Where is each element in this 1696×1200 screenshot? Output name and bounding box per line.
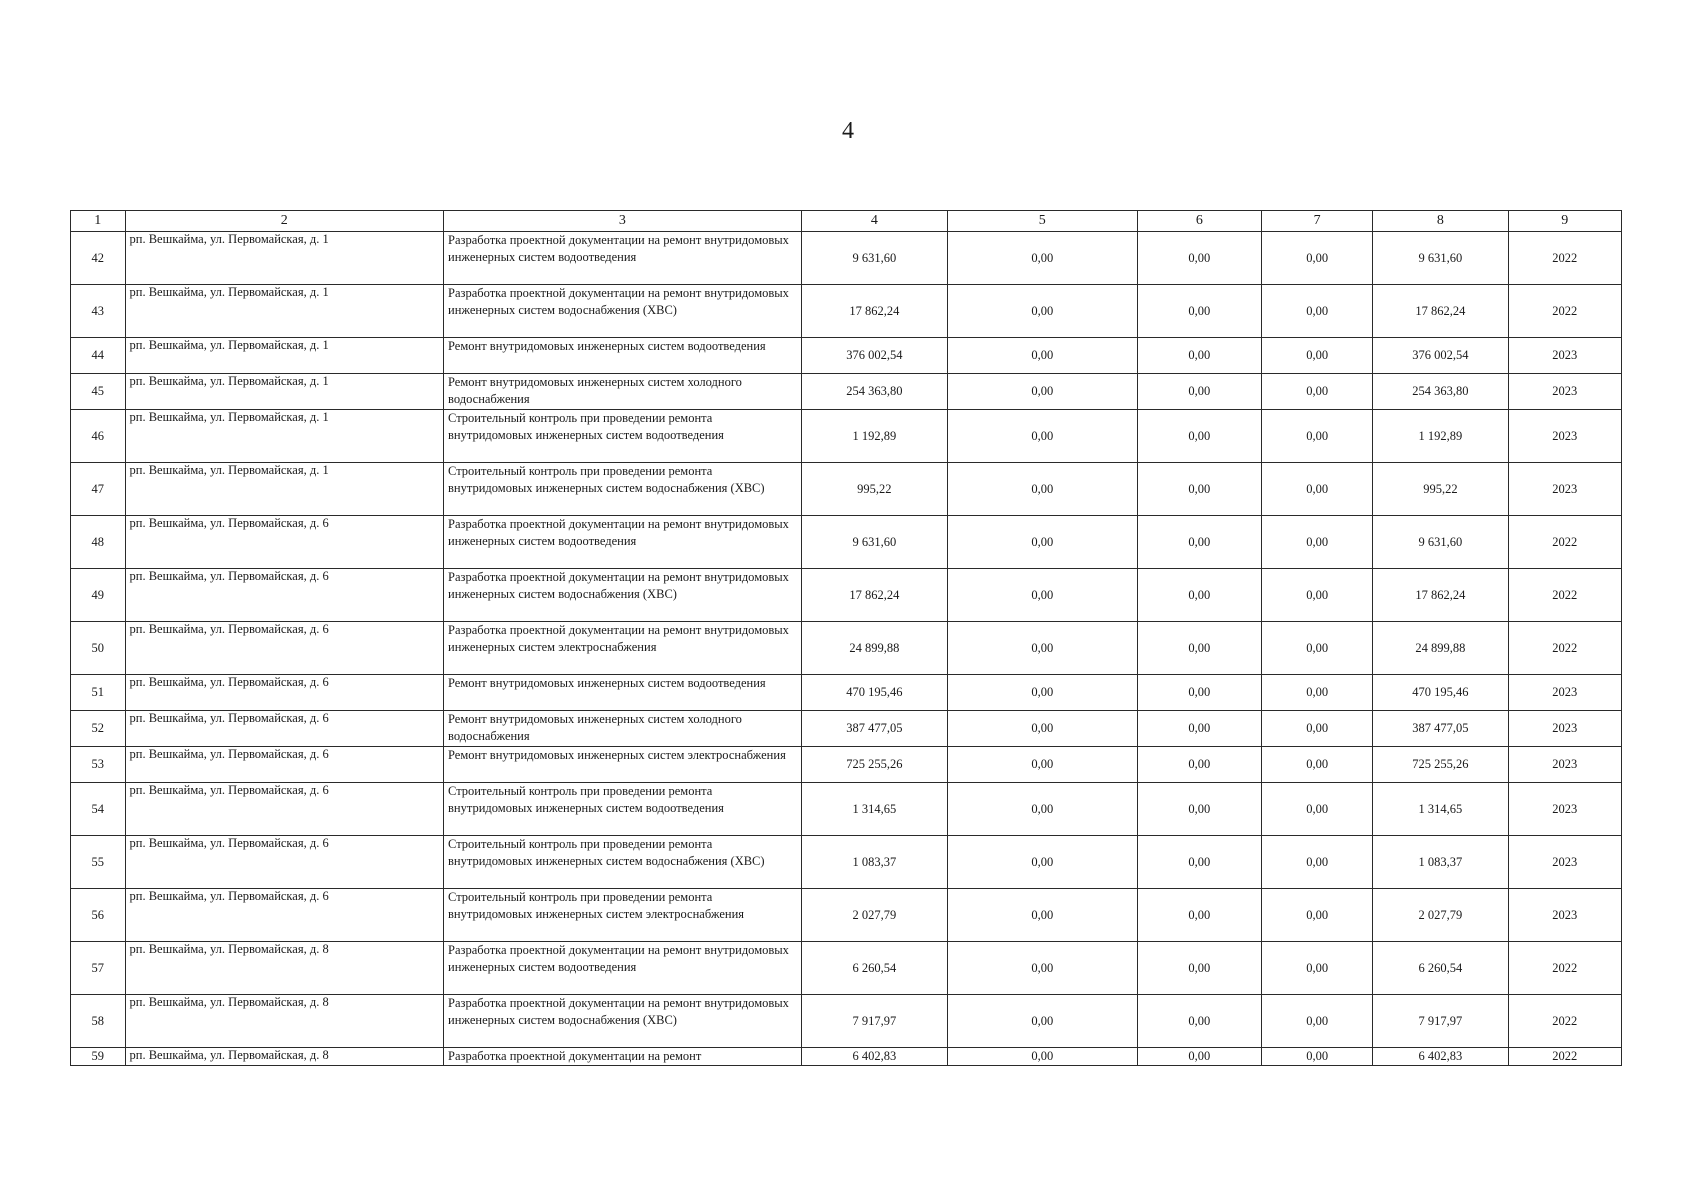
address-cell: рп. Вешкайма, ул. Первомайская, д. 6 [125, 747, 443, 783]
row-number: 52 [71, 711, 126, 747]
amount-col-6: 0,00 [1137, 463, 1261, 516]
table-row [71, 995, 1622, 1048]
address-cell: рп. Вешкайма, ул. Первомайская, д. 8 [125, 1048, 443, 1066]
amount-col-7: 0,00 [1262, 711, 1373, 747]
amount-col-6: 0,00 [1137, 516, 1261, 569]
amount-col-7: 0,00 [1262, 232, 1373, 285]
amount-col-7: 0,00 [1262, 569, 1373, 622]
amount-col-6: 0,00 [1137, 675, 1261, 711]
amount-col-8: 995,22 [1373, 463, 1508, 516]
table-row [71, 783, 1622, 836]
amount-col-6: 0,00 [1137, 338, 1261, 374]
amount-col-4: 995,22 [801, 463, 947, 516]
work-description-cell: Строительный контроль при проведении ремонта внутридомовых инженерных систем водоснабжения (ХВС) [444, 836, 802, 889]
amount-col-7: 0,00 [1262, 783, 1373, 836]
address-cell: рп. Вешкайма, ул. Первомайская, д. 1 [125, 463, 443, 516]
year-cell: 2023 [1508, 836, 1622, 889]
amount-col-5: 0,00 [947, 1048, 1137, 1066]
amount-col-8: 9 631,60 [1373, 232, 1508, 285]
address-cell: рп. Вешкайма, ул. Первомайская, д. 1 [125, 410, 443, 463]
year-cell: 2023 [1508, 410, 1622, 463]
amount-col-4: 254 363,80 [801, 374, 947, 410]
address-cell: рп. Вешкайма, ул. Первомайская, д. 6 [125, 836, 443, 889]
row-number: 53 [71, 747, 126, 783]
amount-col-8: 17 862,24 [1373, 285, 1508, 338]
amount-col-4: 725 255,26 [801, 747, 947, 783]
row-number: 43 [71, 285, 126, 338]
amount-col-7: 0,00 [1262, 374, 1373, 410]
amount-col-6: 0,00 [1137, 942, 1261, 995]
header-col-3: 3 [444, 211, 802, 232]
amount-col-4: 24 899,88 [801, 622, 947, 675]
amount-col-4: 17 862,24 [801, 285, 947, 338]
amount-col-7: 0,00 [1262, 410, 1373, 463]
amount-col-8: 376 002,54 [1373, 338, 1508, 374]
amount-col-4: 17 862,24 [801, 569, 947, 622]
table-row [71, 516, 1622, 569]
amount-col-4: 7 917,97 [801, 995, 947, 1048]
year-cell: 2022 [1508, 516, 1622, 569]
address-cell: рп. Вешкайма, ул. Первомайская, д. 6 [125, 783, 443, 836]
work-description-cell: Ремонт внутридомовых инженерных систем холодного водоснабжения [444, 711, 802, 747]
header-col-5: 5 [947, 211, 1137, 232]
row-number: 42 [71, 232, 126, 285]
amount-col-5: 0,00 [947, 374, 1137, 410]
header-col-4: 4 [801, 211, 947, 232]
year-cell: 2023 [1508, 711, 1622, 747]
amount-col-4: 387 477,05 [801, 711, 947, 747]
row-number: 51 [71, 675, 126, 711]
amount-col-7: 0,00 [1262, 942, 1373, 995]
year-cell: 2023 [1508, 338, 1622, 374]
amount-col-7: 0,00 [1262, 747, 1373, 783]
header-col-7: 7 [1262, 211, 1373, 232]
work-description-cell: Ремонт внутридомовых инженерных систем холодного водоснабжения [444, 374, 802, 410]
row-number: 45 [71, 374, 126, 410]
table-row [71, 463, 1622, 516]
table-row [71, 410, 1622, 463]
row-number: 54 [71, 783, 126, 836]
year-cell: 2023 [1508, 783, 1622, 836]
amount-col-8: 6 402,83 [1373, 1048, 1508, 1066]
amount-col-5: 0,00 [947, 338, 1137, 374]
table-row [71, 285, 1622, 338]
table-row [71, 232, 1622, 285]
table-row [71, 569, 1622, 622]
table-row [71, 889, 1622, 942]
row-number: 58 [71, 995, 126, 1048]
amount-col-5: 0,00 [947, 569, 1137, 622]
amount-col-8: 24 899,88 [1373, 622, 1508, 675]
amount-col-6: 0,00 [1137, 747, 1261, 783]
table-row [71, 374, 1622, 410]
header-col-6: 6 [1137, 211, 1261, 232]
row-number: 44 [71, 338, 126, 374]
address-cell: рп. Вешкайма, ул. Первомайская, д. 8 [125, 942, 443, 995]
amount-col-7: 0,00 [1262, 516, 1373, 569]
amount-col-5: 0,00 [947, 285, 1137, 338]
year-cell: 2022 [1508, 232, 1622, 285]
amount-col-7: 0,00 [1262, 995, 1373, 1048]
amount-col-5: 0,00 [947, 622, 1137, 675]
amount-col-5: 0,00 [947, 747, 1137, 783]
table-row [71, 747, 1622, 783]
amount-col-5: 0,00 [947, 516, 1137, 569]
amount-col-5: 0,00 [947, 942, 1137, 995]
amount-col-8: 387 477,05 [1373, 711, 1508, 747]
amount-col-4: 6 260,54 [801, 942, 947, 995]
header-col-9: 9 [1508, 211, 1622, 232]
amount-col-5: 0,00 [947, 232, 1137, 285]
amount-col-6: 0,00 [1137, 285, 1261, 338]
amount-col-8: 17 862,24 [1373, 569, 1508, 622]
amount-col-6: 0,00 [1137, 711, 1261, 747]
amount-col-5: 0,00 [947, 410, 1137, 463]
address-cell: рп. Вешкайма, ул. Первомайская, д. 8 [125, 995, 443, 1048]
amount-col-5: 0,00 [947, 783, 1137, 836]
amount-col-6: 0,00 [1137, 410, 1261, 463]
work-description-cell: Строительный контроль при проведении ремонта внутридомовых инженерных систем водоотведения [444, 410, 802, 463]
year-cell: 2022 [1508, 622, 1622, 675]
amount-col-5: 0,00 [947, 711, 1137, 747]
work-description-cell: Разработка проектной документации на ремонт внутридомовых инженерных систем водоотведения [444, 516, 802, 569]
amount-col-7: 0,00 [1262, 285, 1373, 338]
row-number: 46 [71, 410, 126, 463]
year-cell: 2023 [1508, 374, 1622, 410]
table-row [71, 711, 1622, 747]
row-number: 56 [71, 889, 126, 942]
amount-col-4: 2 027,79 [801, 889, 947, 942]
column-number-header-row [71, 211, 1622, 232]
row-number: 50 [71, 622, 126, 675]
address-cell: рп. Вешкайма, ул. Первомайская, д. 1 [125, 232, 443, 285]
address-cell: рп. Вешкайма, ул. Первомайская, д. 6 [125, 711, 443, 747]
amount-col-5: 0,00 [947, 675, 1137, 711]
year-cell: 2023 [1508, 889, 1622, 942]
amount-col-5: 0,00 [947, 889, 1137, 942]
amount-col-8: 7 917,97 [1373, 995, 1508, 1048]
amount-col-7: 0,00 [1262, 622, 1373, 675]
year-cell: 2022 [1508, 285, 1622, 338]
work-description-cell: Строительный контроль при проведении ремонта внутридомовых инженерных систем водоотведения [444, 783, 802, 836]
header-col-1: 1 [71, 211, 126, 232]
address-cell: рп. Вешкайма, ул. Первомайская, д. 1 [125, 374, 443, 410]
amount-col-4: 1 314,65 [801, 783, 947, 836]
amount-col-7: 0,00 [1262, 1048, 1373, 1066]
amount-col-8: 1 083,37 [1373, 836, 1508, 889]
address-cell: рп. Вешкайма, ул. Первомайская, д. 6 [125, 516, 443, 569]
row-number: 59 [71, 1048, 126, 1066]
work-description-cell: Разработка проектной документации на ремонт внутридомовых инженерных систем водоснабжения (ХВС) [444, 569, 802, 622]
amount-col-4: 1 192,89 [801, 410, 947, 463]
table-row [71, 1048, 1622, 1066]
amount-col-8: 1 314,65 [1373, 783, 1508, 836]
row-number: 48 [71, 516, 126, 569]
amount-col-7: 0,00 [1262, 338, 1373, 374]
table-row [71, 675, 1622, 711]
page-number: 4 [842, 118, 854, 144]
work-description-cell: Разработка проектной документации на ремонт внутридомовых инженерных систем водоснабжения (ХВС) [444, 285, 802, 338]
amount-col-4: 1 083,37 [801, 836, 947, 889]
amount-col-8: 9 631,60 [1373, 516, 1508, 569]
address-cell: рп. Вешкайма, ул. Первомайская, д. 6 [125, 622, 443, 675]
amount-col-8: 725 255,26 [1373, 747, 1508, 783]
amount-col-7: 0,00 [1262, 675, 1373, 711]
amount-col-6: 0,00 [1137, 569, 1261, 622]
year-cell: 2022 [1508, 569, 1622, 622]
table-row [71, 338, 1622, 374]
amount-col-8: 6 260,54 [1373, 942, 1508, 995]
amount-col-6: 0,00 [1137, 836, 1261, 889]
repair-works-table [70, 210, 1622, 1066]
work-description-cell: Ремонт внутридомовых инженерных систем водоотведения [444, 675, 802, 711]
amount-col-4: 470 195,46 [801, 675, 947, 711]
work-description-cell: Разработка проектной документации на ремонт внутридомовых инженерных систем водоснабжения (ХВС) [444, 995, 802, 1048]
amount-col-6: 0,00 [1137, 622, 1261, 675]
year-cell: 2023 [1508, 675, 1622, 711]
amount-col-8: 1 192,89 [1373, 410, 1508, 463]
work-description-cell: Ремонт внутридомовых инженерных систем электроснабжения [444, 747, 802, 783]
amount-col-5: 0,00 [947, 836, 1137, 889]
amount-col-4: 9 631,60 [801, 516, 947, 569]
address-cell: рп. Вешкайма, ул. Первомайская, д. 6 [125, 675, 443, 711]
work-description-cell: Разработка проектной документации на ремонт внутридомовых инженерных систем водоотведения [444, 232, 802, 285]
header-col-2: 2 [125, 211, 443, 232]
work-description-cell: Строительный контроль при проведении ремонта внутридомовых инженерных систем водоснабжения (ХВС) [444, 463, 802, 516]
year-cell: 2023 [1508, 747, 1622, 783]
work-description-cell: Разработка проектной документации на ремонт внутридомовых инженерных систем водоотведения [444, 942, 802, 995]
amount-col-4: 6 402,83 [801, 1048, 947, 1066]
amount-col-4: 9 631,60 [801, 232, 947, 285]
work-description-cell: Разработка проектной документации на ремонт внутридомовых инженерных систем электроснабжения [444, 622, 802, 675]
amount-col-6: 0,00 [1137, 995, 1261, 1048]
amount-col-6: 0,00 [1137, 889, 1261, 942]
table-row [71, 622, 1622, 675]
amount-col-7: 0,00 [1262, 463, 1373, 516]
table-row [71, 942, 1622, 995]
year-cell: 2023 [1508, 463, 1622, 516]
address-cell: рп. Вешкайма, ул. Первомайская, д. 6 [125, 889, 443, 942]
amount-col-5: 0,00 [947, 995, 1137, 1048]
amount-col-5: 0,00 [947, 463, 1137, 516]
address-cell: рп. Вешкайма, ул. Первомайская, д. 1 [125, 338, 443, 374]
row-number: 47 [71, 463, 126, 516]
year-cell: 2022 [1508, 942, 1622, 995]
row-number: 57 [71, 942, 126, 995]
year-cell: 2022 [1508, 1048, 1622, 1066]
address-cell: рп. Вешкайма, ул. Первомайская, д. 1 [125, 285, 443, 338]
amount-col-8: 470 195,46 [1373, 675, 1508, 711]
amount-col-6: 0,00 [1137, 374, 1261, 410]
work-description-cell: Ремонт внутридомовых инженерных систем водоотведения [444, 338, 802, 374]
work-description-cell: Строительный контроль при проведении ремонта внутридомовых инженерных систем электроснабжения [444, 889, 802, 942]
amount-col-8: 2 027,79 [1373, 889, 1508, 942]
amount-col-7: 0,00 [1262, 836, 1373, 889]
amount-col-4: 376 002,54 [801, 338, 947, 374]
row-number: 55 [71, 836, 126, 889]
row-number: 49 [71, 569, 126, 622]
header-col-8: 8 [1373, 211, 1508, 232]
address-cell: рп. Вешкайма, ул. Первомайская, д. 6 [125, 569, 443, 622]
amount-col-8: 254 363,80 [1373, 374, 1508, 410]
work-description-cell: Разработка проектной документации на ремонт [444, 1048, 802, 1066]
year-cell: 2022 [1508, 995, 1622, 1048]
table-row [71, 836, 1622, 889]
amount-col-6: 0,00 [1137, 783, 1261, 836]
amount-col-7: 0,00 [1262, 889, 1373, 942]
amount-col-6: 0,00 [1137, 232, 1261, 285]
amount-col-6: 0,00 [1137, 1048, 1261, 1066]
